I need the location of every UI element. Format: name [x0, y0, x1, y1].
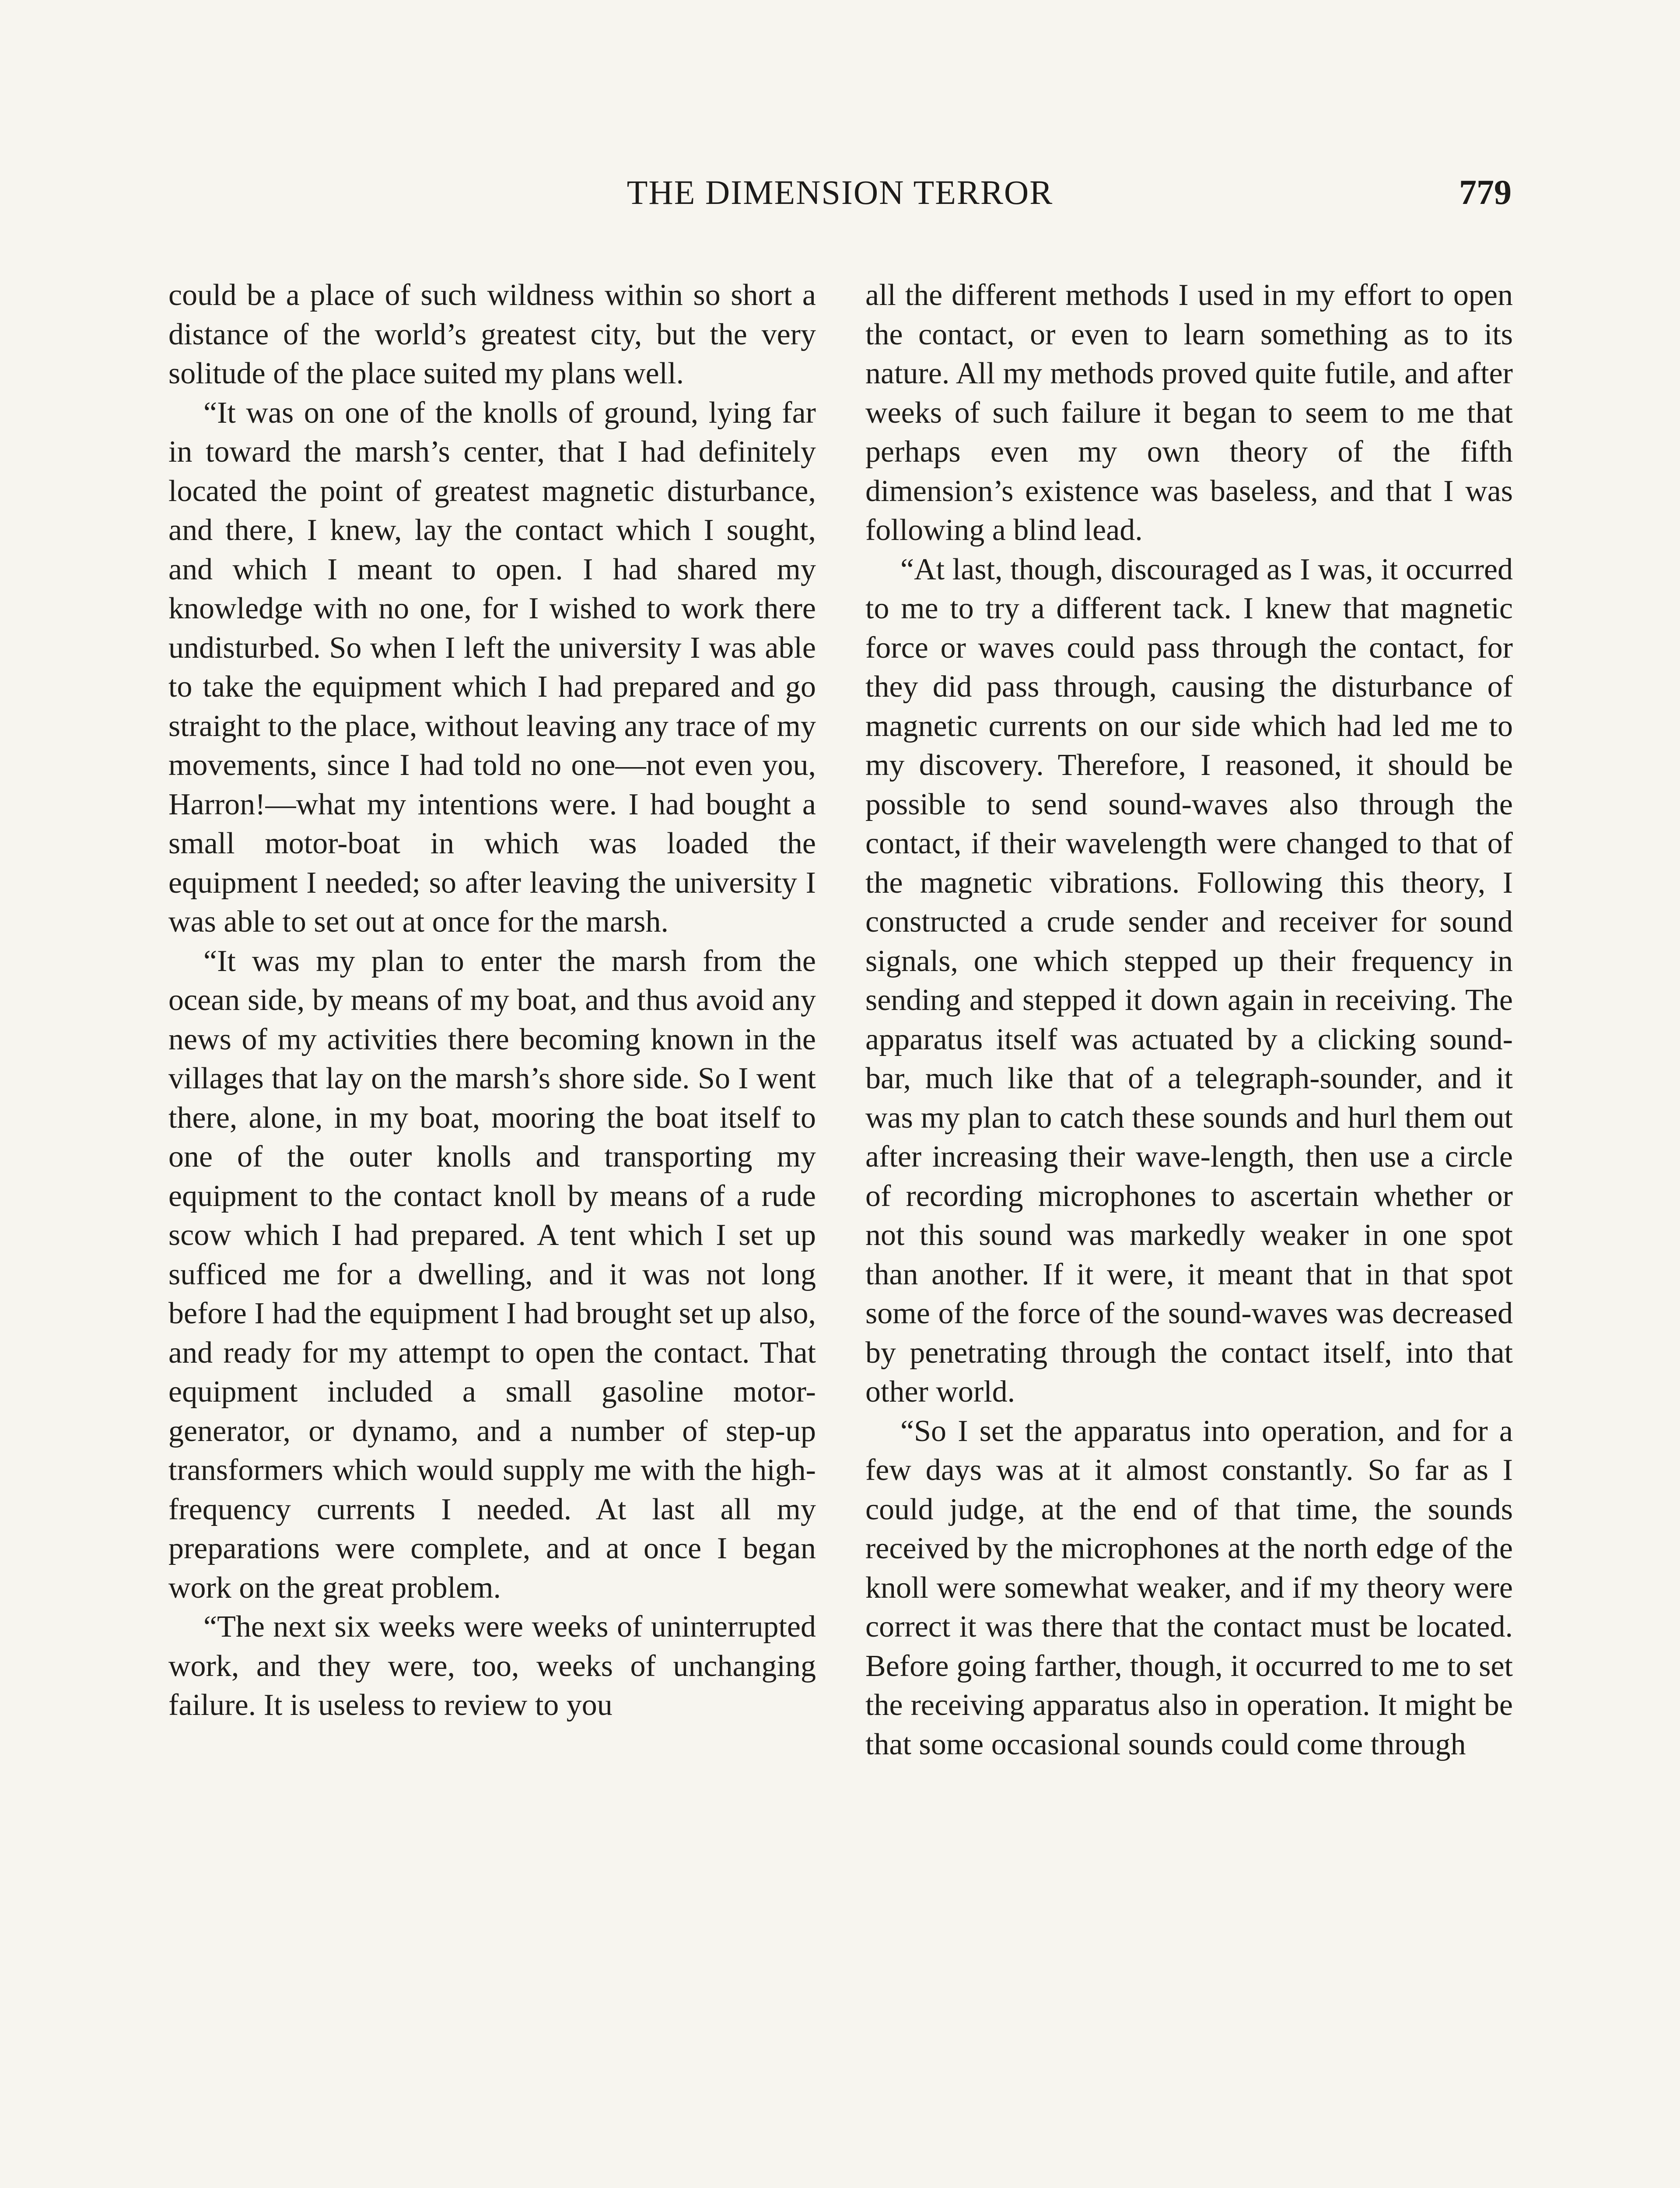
- running-head: [168, 173, 1512, 217]
- page-number: 779: [1459, 173, 1512, 212]
- left-column: [168, 276, 816, 2188]
- paragraph: “It was my plan to enter the marsh from the ocean side, by means of my boat, and thus avoid any news of my activities there becoming known in the villages that lay on the marsh’s shore side. So I went there, alone, in my boat, mooring the boat itself to one of the outer knolls and transporting my equipment to the contact knoll by means of a rude scow which I had prepared. A tent which I set up sufficed me for a dwelling, and it was not long before I had the equipment I had brought set up also, and ready for my attempt to open the contact. That equipment included a small gasoline motor-generator, or dynamo, and a number of step-up transformers which would supply me with the high-frequency currents I needed. At last all my preparations were complete, and at once I began work on the great problem.: [168, 944, 816, 1605]
- running-title: THE DIMENSION TERROR: [626, 173, 1054, 211]
- paragraph: “At last, though, discouraged as I was, it occurred to me to try a different tack. I knew that magnetic force or waves could pass through the contact, for they did pass through, causing the disturbance of magnetic currents on our side which had led me to my discovery. Therefore, I reasoned, it should be possible to send sound-waves also through the contact, if their wavelength were changed to that of the magnetic vibrations. Following this theory, I constructed a crude sender and receiver for sound signals, one which stepped up their frequency in sending and stepped it down again in receiving. The apparatus itself was actuated by a clicking sound-bar, much like that of a telegraph-sounder, and it was my plan to catch these sounds and hurl them out after increasing their wave-length, then use a circle of recording microphones to ascertain whether or not this sound was markedly weaker in one spot than another. If it were, it meant that in that spot some of the force of the sound-waves was decreased by penetrating through the contact itself, into that other world.: [865, 552, 1513, 1409]
- paragraph: “It was on one of the knolls of ground, lying far in toward the marsh’s center, that I had definitely located the point of greatest magnetic disturbance, and there, I knew, lay the contact which I sought, and which I meant to open. I had shared my knowledge with no one, for I wished to work there undisturbed. So when I left the university I was able to take the equipment which I had prepared and go straight to the place, without leaving any trace of my movements, since I had told no one—not even you, Harron!—what my intentions were. I had bought a small motor-boat in which was loaded the equipment I needed; so after leaving the university I was able to set out at once for the marsh.: [168, 396, 816, 939]
- paragraph: could be a place of such wildness within so short a distance of the world’s greatest city, but the very solitude of the place suited my plans well.: [168, 278, 816, 390]
- right-column: [865, 276, 1513, 2188]
- paragraph: “So I set the apparatus into operation, and for a few days was at it almost constantly. So far as I could judge, at the end of that time, the sounds received by the microphones at the north edge of the knoll were somewhat weaker, and if my theory were correct it was there that the contact must be located. Before going farther, though, it occurred to me to set the receiving apparatus also in operation. It might be that some occasional sounds could come through: [865, 1414, 1513, 1761]
- paragraph: all the different methods I used in my effort to open the contact, or even to learn something as to its nature. All my methods proved quite futile, and after weeks of such failure it began to seem to me that perhaps even my own theory of the fifth dimension’s existence was baseless, and that I was following a blind lead.: [865, 278, 1513, 547]
- paragraph: “The next six weeks were weeks of uninterrupted work, and they were, too, weeks of unchanging failure. It is useless to review to you: [168, 1610, 816, 1722]
